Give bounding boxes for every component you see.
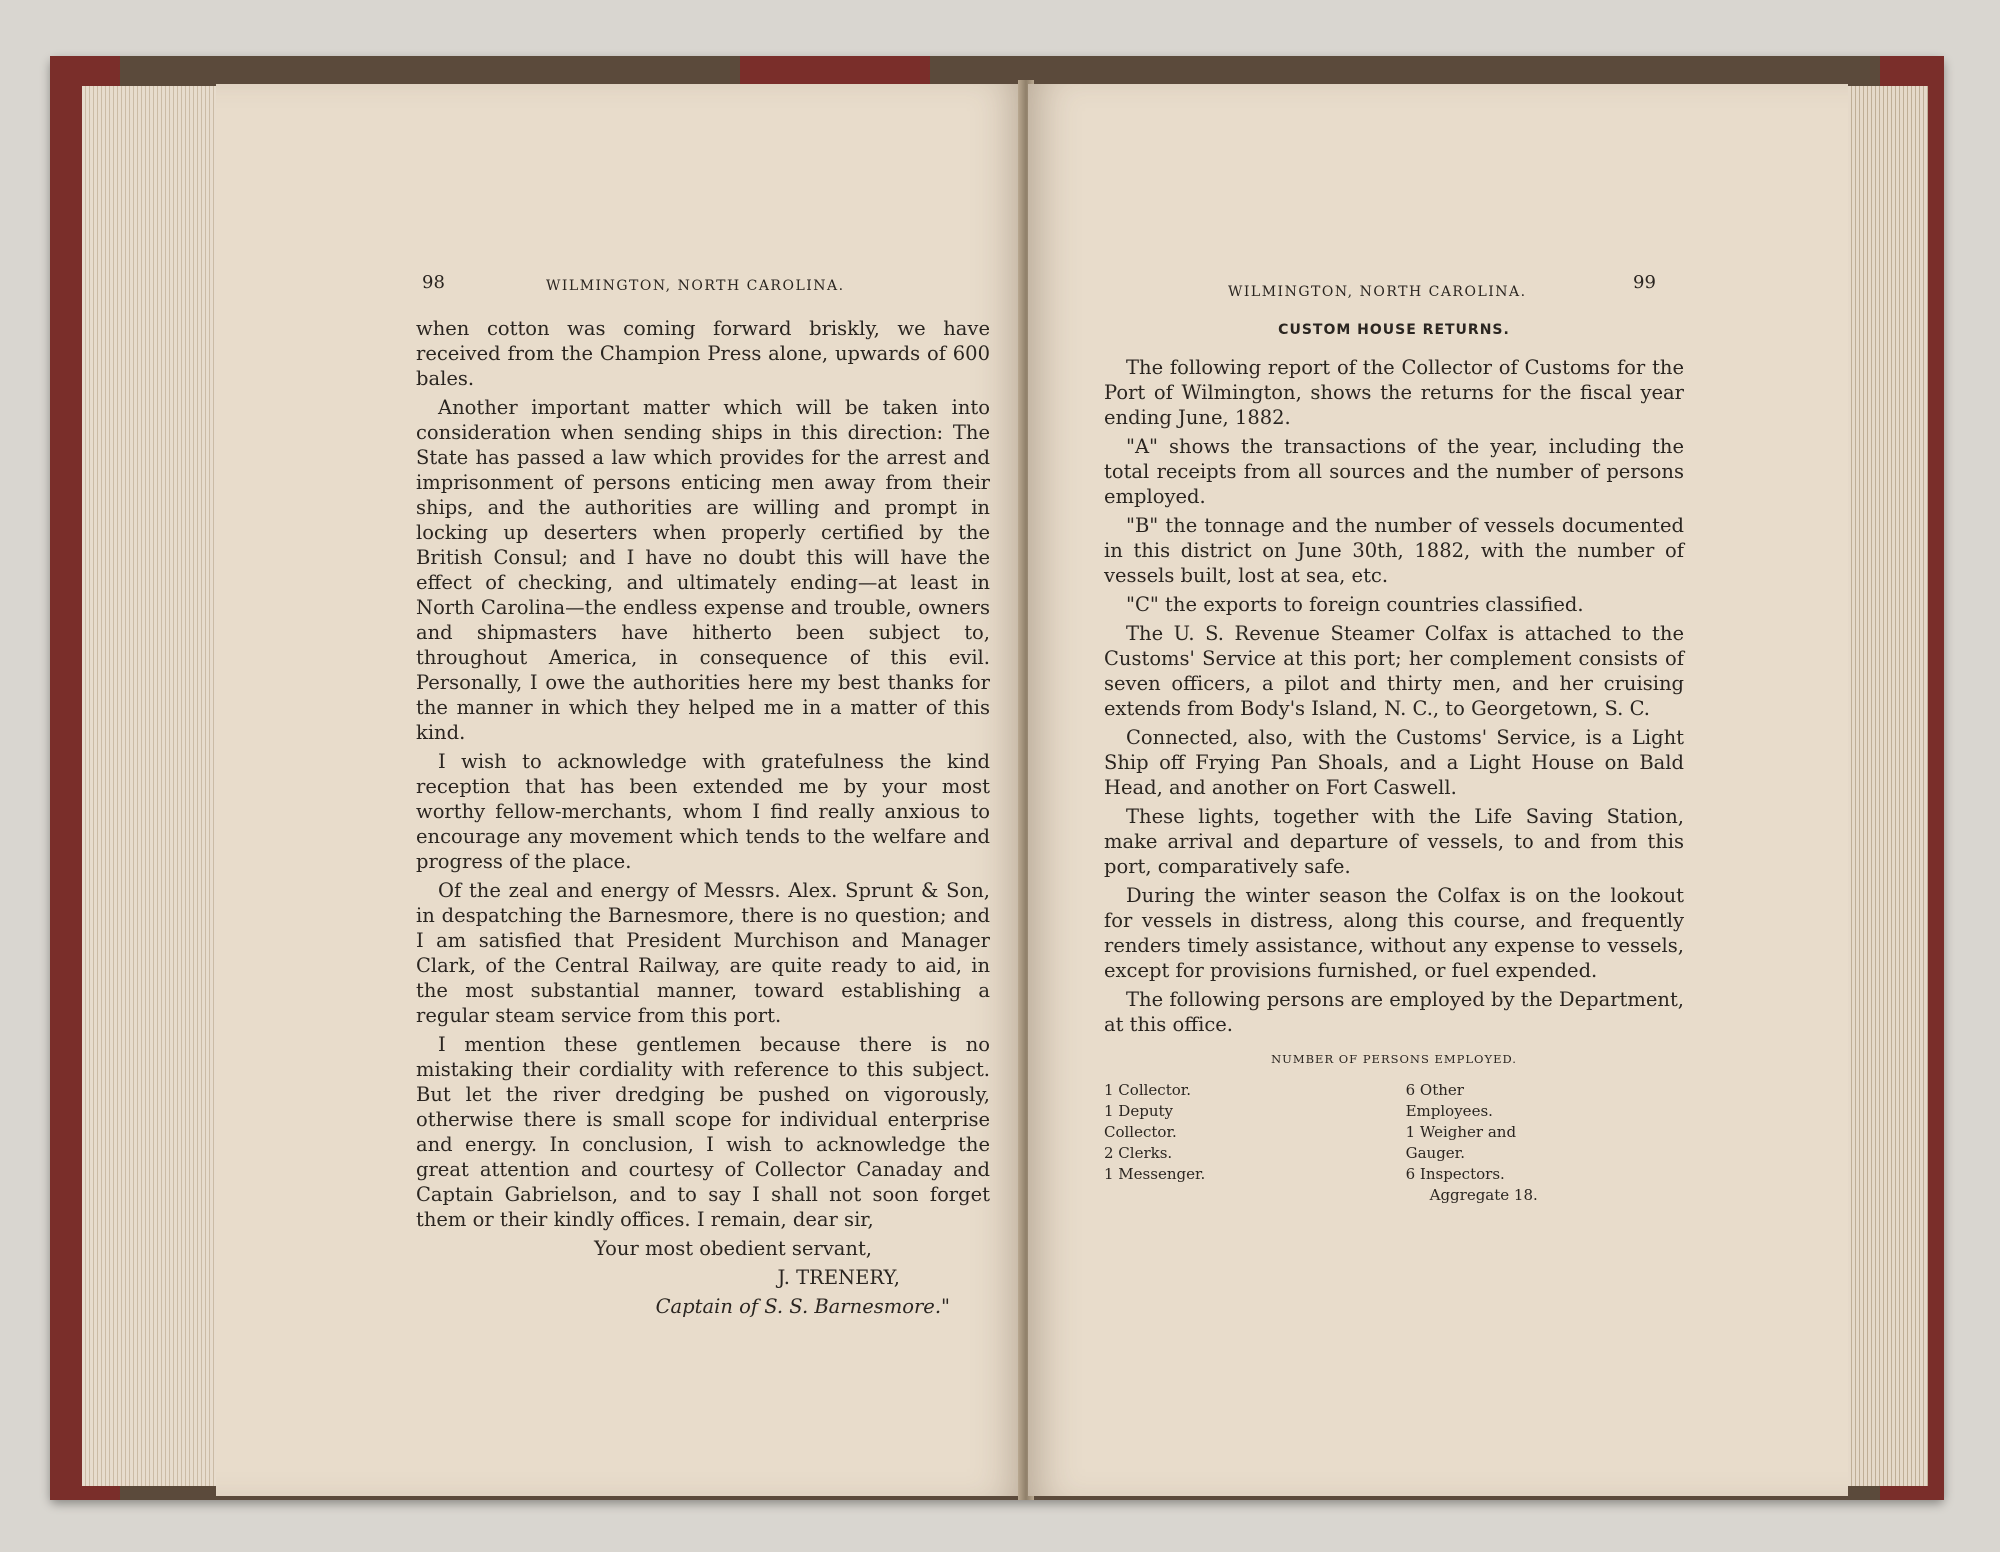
employees-table-title: NUMBER OF PERSONS EMPLOYED.	[1271, 1052, 1517, 1066]
employee-row: 6 Inspectors.	[1405, 1165, 1505, 1183]
left-body-text	[416, 316, 990, 1323]
paragraph: I wish to acknowledge with gratefulness the kind reception that has been extended me by your most worthy fellow-merchants, whom I find really anxious to encourage any movement which tends to the welfare and progress of the place.	[416, 750, 990, 873]
signature-title: Captain of S. S. Barnesmore."	[655, 1295, 950, 1318]
employee-row: 1 Messenger.	[1104, 1165, 1206, 1183]
paragraph: "A" shows the transactions of the year, including the total receipts from all sources and the number of persons employed.	[1104, 435, 1684, 508]
paragraph: The U. S. Revenue Steamer Colfax is attached to the Customs' Service at this port; her complement consists of seven officers, a pilot and thirty men, and her cruising extends from Body's Island, N. C., to Georgetown, S. C.	[1104, 622, 1684, 720]
paragraph: when cotton was coming forward briskly, we have received from the Champion Press alone, upwards of 600 bales.	[416, 317, 990, 390]
paragraph: The following persons are employed by the Department, at this office.	[1104, 988, 1684, 1036]
employees-table	[1104, 1080, 1684, 1206]
section-title: CUSTOM HOUSE RETURNS.	[1278, 322, 1510, 338]
employee-row: 1 Deputy Collector.	[1104, 1102, 1177, 1141]
paragraph: Connected, also, with the Customs' Service, is a Light Ship off Frying Pan Shoals, and a Light House on Bald Head, and another on Fort Caswell.	[1104, 726, 1684, 799]
page-number: 99	[1633, 272, 1656, 293]
closing-line: Your most obedient servant,	[594, 1237, 872, 1260]
paragraph: "B" the tonnage and the number of vessels documented in this district on June 30th, 1882, with the number of vessels built, lost at sea, etc.	[1104, 514, 1684, 587]
right-page	[1028, 84, 1848, 1496]
paragraph: The following report of the Collector of Customs for the Port of Wilmington, shows the returns for the fiscal year ending June, 1882.	[1104, 356, 1684, 429]
employee-row: 1 Collector.	[1104, 1081, 1192, 1099]
employee-row: 1 Weigher and Gauger.	[1405, 1123, 1517, 1162]
employee-row: 2 Clerks.	[1104, 1144, 1173, 1162]
paragraph: Another important matter which will be taken into consideration when sending ships in this direction: The State has passed a law which provides for the arrest and imprisonment of persons enticing men away from their ships, and the authorities are willing and prompt in locking up deserters when properly certified by the British Consul; and I have no doubt this will have the effect of checking, and ultimately ending—at least in North Carolina—the endless expense and trouble, owners and shipmasters have hitherto been subject to, throughout America, in consequence of this evil. Personally, I owe the authorities here my best thanks for the manner in which they helped me in a matter of this kind.	[416, 396, 990, 744]
aggregate-total: Aggregate 18.	[1429, 1186, 1538, 1204]
paragraph: During the winter season the Colfax is on the lookout for vessels in distress, along this course, and frequently renders timely assistance, without any expense to vessels, except for provisions furnished, or fuel expended.	[1104, 884, 1684, 982]
paragraph: "C" the exports to foreign countries classified.	[1126, 593, 1584, 616]
employees-left-column	[1104, 1080, 1382, 1206]
page-number: 98	[422, 272, 445, 293]
employee-row: 6 Other Employees.	[1405, 1081, 1493, 1120]
paragraph: Of the zeal and energy of Messrs. Alex. Sprunt & Son, in despatching the Barnesmore, there is no question; and I am satisfied that President Murchison and Manager Clark, of the Central Railway, are quite ready to aid, in the most substantial manner, toward establishing a regular steam service from this port.	[416, 879, 990, 1027]
paragraph: I mention these gentlemen because there is no mistaking their cordiality with reference to this subject. But let the river dredging be pushed on vigorously, otherwise there is small scope for individual enterprise and energy. In conclusion, I wish to acknowledge the great attention and courtesy of Collector Canaday and Captain Gabrielson, and to say I shall not soon forget them or their kindly offices. I remain, dear sir,	[416, 1033, 990, 1231]
right-body-text	[1104, 312, 1684, 1206]
paragraph: These lights, together with the Life Saving Station, make arrival and departure of vessels, to and from this port, comparatively safe.	[1104, 805, 1684, 878]
running-head: WILMINGTON, NORTH CAROLINA.	[1228, 284, 1527, 300]
running-head: WILMINGTON, NORTH CAROLINA.	[546, 278, 845, 294]
left-page-edges	[82, 86, 232, 1486]
signature-name: J. TRENERY,	[777, 1266, 900, 1289]
left-page	[216, 84, 1024, 1496]
employees-right-column	[1406, 1080, 1684, 1206]
right-page-edges	[1840, 86, 1928, 1486]
